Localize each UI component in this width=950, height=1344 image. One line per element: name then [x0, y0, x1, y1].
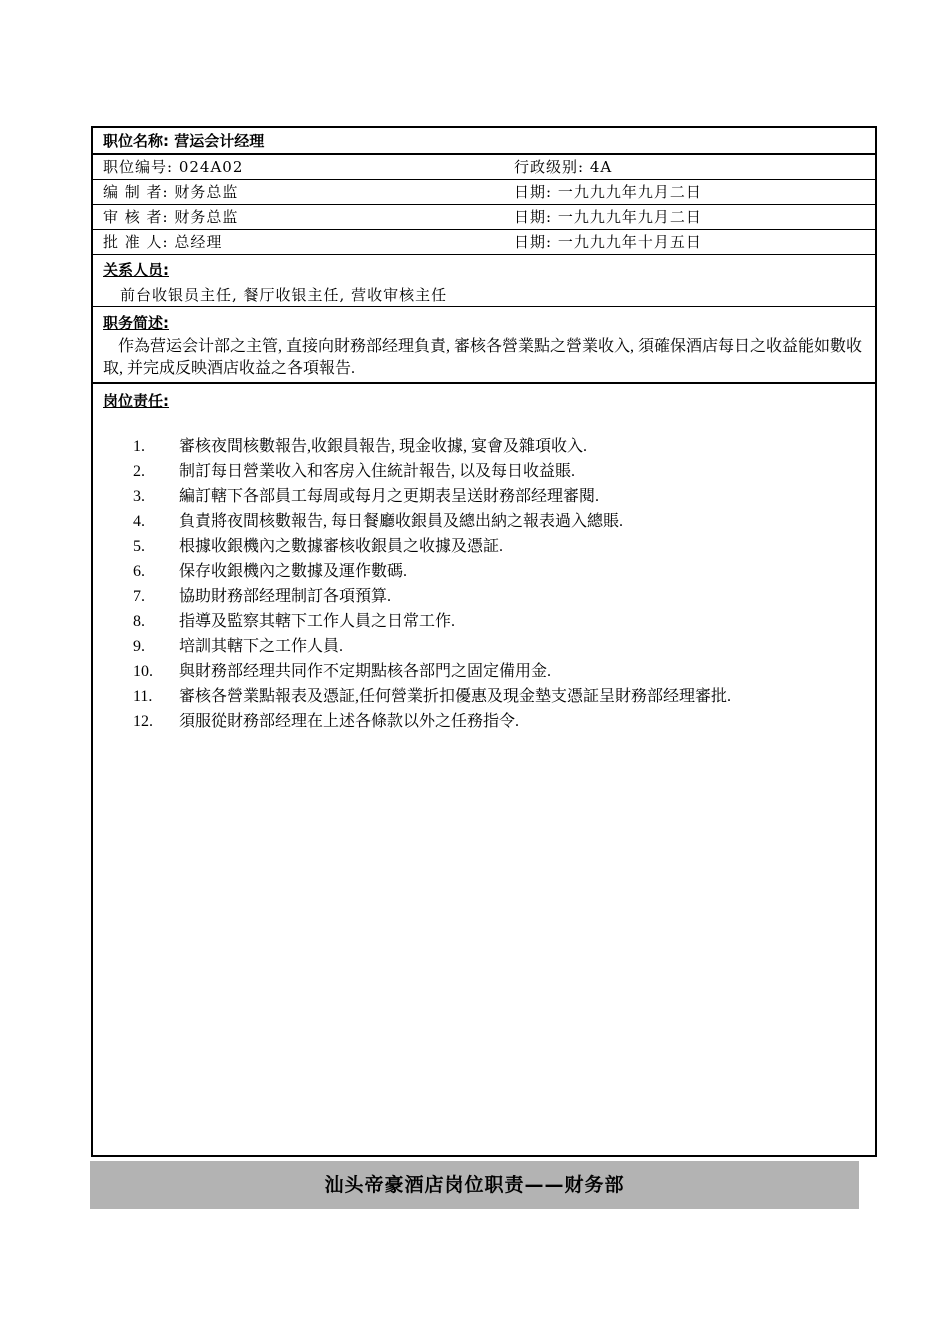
approved-date: 日期: 一九九九年十月五日: [514, 233, 702, 251]
item-number: 1.: [133, 438, 145, 455]
summary-heading: 职务简述:: [103, 314, 169, 332]
item-text: 須服從財務部经理在上述各條款以外之任務指令.: [179, 713, 520, 730]
summary-text: 作為营运会计部之主管, 直接向財務部经理負責, 審核各營業點之營業收入, 須確保酒店每日之收益能如數收取, 并完成反映酒店收益之各項報告.: [103, 338, 863, 377]
job-description-form: [91, 126, 877, 1157]
item-number: 7.: [133, 588, 145, 605]
item-text: 負責將夜間核數報告, 每日餐廳收銀員及總出納之報表過入總賬.: [179, 513, 624, 530]
admin-grade: 行政级别: 4A: [514, 158, 613, 176]
approved-row: [93, 230, 875, 255]
item-text: 編訂轄下各部員工每周或每月之更期表呈送財務部经理審閱.: [179, 488, 600, 505]
relations-heading: 关系人员:: [103, 261, 169, 279]
job-title-label: 职位名称:: [103, 132, 169, 150]
item-number: 9.: [133, 638, 145, 655]
prepared-row: [93, 180, 875, 205]
relations-text: 前台收银员主任, 餐厅收银主任, 营收审核主任: [120, 286, 448, 304]
item-number: 10.: [133, 663, 153, 680]
approved-by: 批 准 人: 总经理: [103, 233, 223, 251]
item-number: 4.: [133, 513, 145, 530]
footer-banner: [90, 1161, 859, 1209]
item-text: 審核各營業點報表及憑証,任何營業折扣優惠及現金墊支憑証呈財務部经理審批.: [179, 688, 732, 705]
item-text: 協助財務部经理制訂各項預算.: [179, 588, 392, 605]
job-code: 职位编号: 024A02: [103, 158, 244, 176]
item-number: 5.: [133, 538, 145, 555]
summary-section: [93, 307, 875, 384]
job-title: [103, 128, 264, 155]
item-text: 根據收銀機內之數據審核收銀員之收據及憑証.: [179, 538, 504, 555]
item-number: 6.: [133, 563, 145, 580]
relations-section: [93, 255, 875, 307]
responsibilities-heading: 岗位责任:: [103, 392, 169, 410]
item-number: 3.: [133, 488, 145, 505]
job-code-row: [93, 155, 875, 180]
prepared-by: 编 制 者: 财务总监: [103, 183, 239, 201]
reviewed-by: 审 核 者: 财务总监: [103, 208, 239, 226]
footer-text: 汕头帝豪酒店岗位职责——财务部: [324, 1174, 625, 1196]
item-text: 指導及監察其轄下工作人員之日常工作.: [179, 613, 456, 630]
item-text: 培訓其轄下之工作人員.: [179, 638, 344, 655]
reviewed-date: 日期: 一九九九年九月二日: [514, 208, 702, 226]
reviewed-row: [93, 205, 875, 230]
item-number: 12.: [133, 713, 153, 730]
prepared-date: 日期: 一九九九年九月二日: [514, 183, 702, 201]
job-title-value: 营运会计经理: [174, 132, 265, 150]
item-text: 與財務部经理共同作不定期點核各部門之固定備用金.: [179, 663, 552, 680]
item-text: 制訂每日營業收入和客房入住統計報告, 以及每日收益賬.: [179, 463, 576, 480]
item-number: 8.: [133, 613, 145, 630]
item-text: 審核夜間核數報告,收銀員報告, 現金收據, 宴會及雜項收入.: [179, 438, 588, 455]
item-text: 保存收銀機內之數據及運作數碼.: [179, 563, 408, 580]
item-number: 11.: [133, 688, 153, 705]
job-title-row: [93, 128, 875, 155]
item-number: 2.: [133, 463, 145, 480]
